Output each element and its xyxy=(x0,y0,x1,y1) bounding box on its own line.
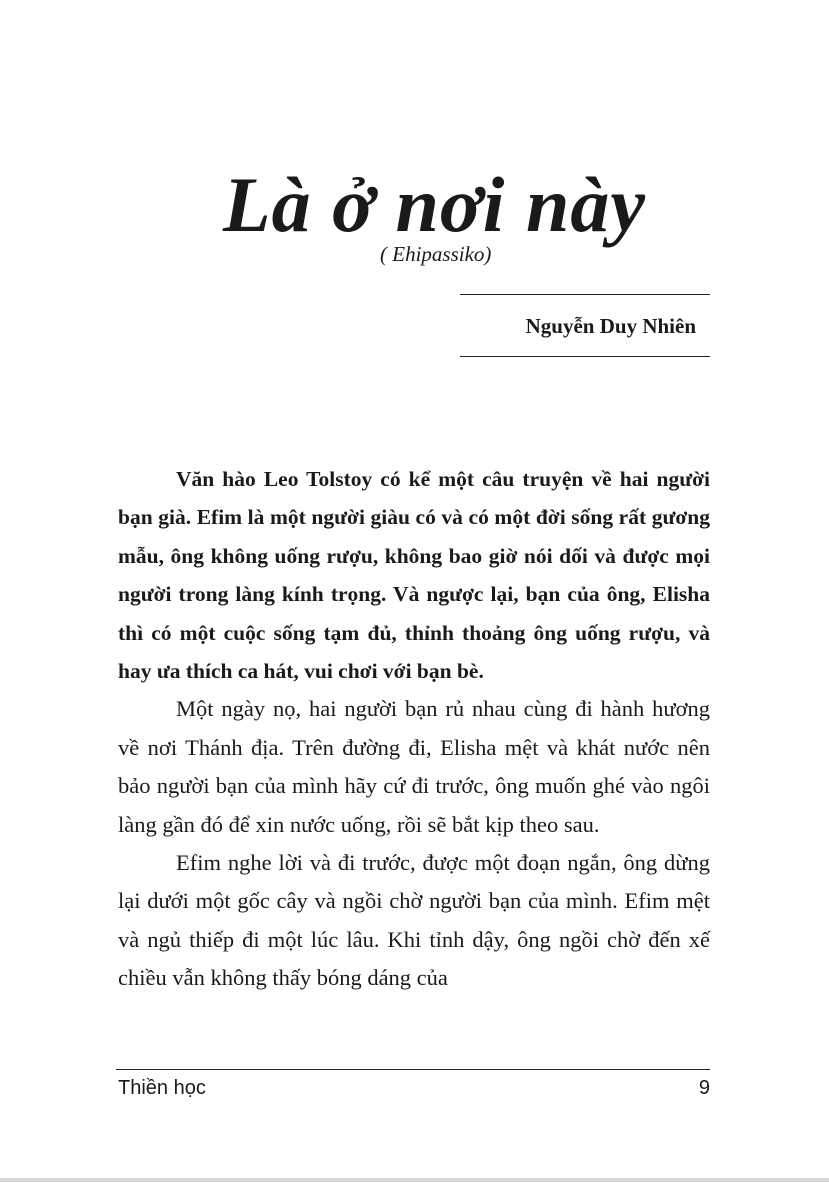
chapter-subtitle: ( Ehipassiko) xyxy=(380,242,492,266)
chapter-title: Là ở nơi này xyxy=(223,161,646,248)
author-name: Nguyễn Duy Nhiên xyxy=(525,314,696,338)
page-number: 9 xyxy=(698,1077,710,1099)
author-rule-top xyxy=(460,294,710,295)
body-text xyxy=(118,460,710,998)
running-footer-section: Thiền học xyxy=(118,1077,206,1099)
page-bottom-edge xyxy=(0,1178,829,1182)
paragraph-3: Efim nghe lời và đi trước, được một đoạn ngắn, ông dừng lại dưới một gốc cây và ngồi chờ người bạn của mình. Efim mệt và ngủ thiếp đi một lúc lâu. Khi tỉnh dậy, ông ngồi chờ đến xế chiều vẫn không thấy bóng dáng của xyxy=(118,850,710,991)
author-rule-bottom xyxy=(460,356,710,357)
paragraph-1: Văn hào Leo Tolstoy có kể một câu truyện về hai người bạn già. Efim là một người giàu có và có một đời sống rất gương mẫu, ông không uống rượu, không bao giờ nói dối và được mọi người trong làng kính trọng. Và ngược lại, bạn của ông, Elisha thì có một cuộc sống tạm đủ, thỉnh thoảng ông uống rượu, và hay ưa thích ca hát, vui chơi với bạn bè. xyxy=(118,467,710,684)
paragraph-2: Một ngày nọ, hai người bạn rủ nhau cùng đi hành hương về nơi Thánh địa. Trên đường đi, Elisha mệt và khát nước nên bảo người bạn của mình hãy cứ đi trước, ông muốn ghé vào ngôi làng gần đó để xin nước uống, rồi sẽ bắt kịp theo sau. xyxy=(118,696,710,837)
footer-rule xyxy=(116,1069,710,1070)
